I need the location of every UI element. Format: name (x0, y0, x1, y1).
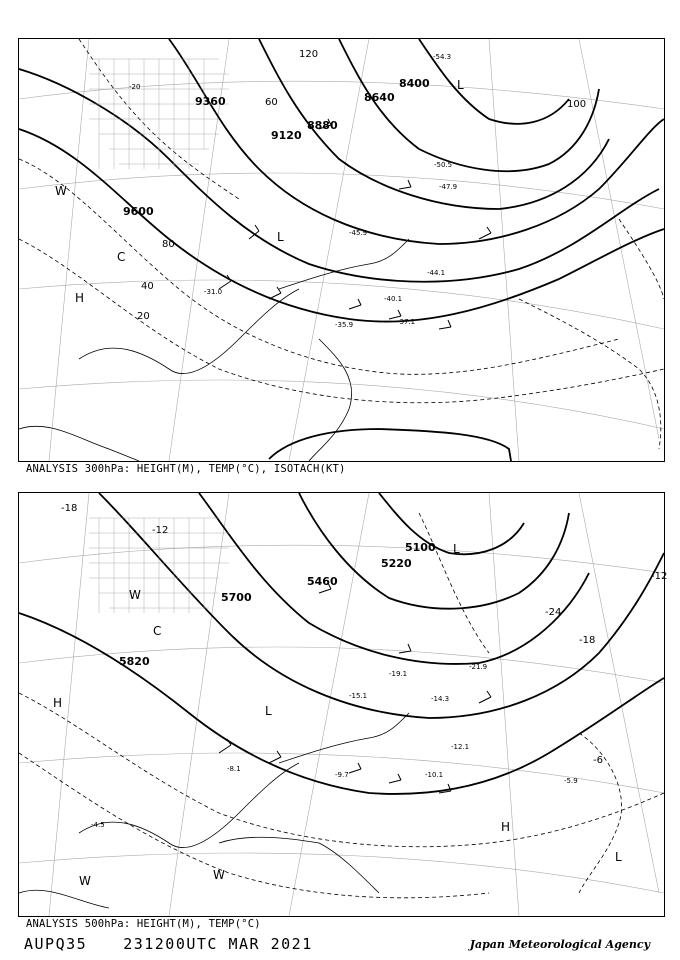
isotherm-label: -12 (651, 571, 668, 582)
map-panel-300hpa (18, 38, 665, 462)
isotherm-label: -12 (152, 525, 169, 536)
isotach-label-60: 60 (265, 97, 278, 108)
chart-id-line (24, 935, 349, 953)
high-pressure-symbol: H (75, 291, 85, 305)
station-value: -19.1 (389, 670, 408, 678)
height-label-8640: 8640 (364, 91, 395, 104)
temp-label: -44.1 (427, 269, 446, 277)
height-label-5700: 5700 (221, 591, 252, 604)
isotherm-lines-500 (19, 513, 664, 898)
coastlines (19, 239, 409, 461)
temp-label: -50.5 (434, 161, 453, 169)
isotherm-label: -18 (61, 503, 78, 514)
isotherm-label: -24 (545, 607, 562, 618)
height-label-5460: 5460 (307, 575, 338, 588)
valid-time: 231200UTC MAR 2021 (123, 935, 313, 953)
warm-center-symbol: W (55, 184, 67, 198)
low-pressure-symbol: L (615, 850, 622, 864)
temp-label: -20 (129, 83, 141, 91)
map-300hpa-svg (19, 39, 664, 461)
temp-label: -37.1 (397, 318, 416, 326)
height-contours-500 (19, 493, 664, 794)
height-label-8400: 8400 (399, 77, 430, 90)
isotherm-label: -6 (593, 755, 603, 766)
caption-300hpa: ANALYSIS 300hPa: HEIGHT(M), TEMP(°C), ISOTACH(KT) (26, 463, 346, 475)
station-value: -15.1 (349, 692, 368, 700)
station-value: -10.1 (425, 771, 444, 779)
low-pressure-symbol: L (277, 230, 284, 244)
height-label-9600: 9600 (123, 205, 154, 218)
low-pressure-symbol: L (453, 542, 460, 556)
map-panel-500hpa (18, 492, 668, 917)
height-label-5820: 5820 (119, 655, 150, 668)
station-value: -5.9 (564, 777, 578, 785)
station-value: -4.5 (91, 821, 105, 829)
isotach-label-80: 80 (162, 239, 175, 250)
high-pressure-symbol: H (501, 820, 511, 834)
height-label-8880: 8880 (307, 119, 338, 132)
isotach-hatching (89, 59, 229, 169)
warm-center-symbol: W (213, 868, 225, 882)
low-pressure-symbol: L (457, 78, 464, 92)
cold-center-symbol: C (117, 250, 126, 264)
chart-id: AUPQ35 (24, 935, 88, 953)
height-label-5100: 5100 (405, 541, 436, 554)
temp-label: -31.0 (204, 288, 223, 296)
temp-label: -45.9 (349, 229, 368, 237)
isotherm-label: -18 (579, 635, 596, 646)
wind-barbs-500 (219, 583, 491, 793)
temp-label: -35.9 (335, 321, 354, 329)
temp-label: -47.9 (439, 183, 458, 191)
high-pressure-symbol: H (53, 696, 63, 710)
wind-barbs-300 (219, 119, 491, 329)
agency-name: Japan Meteorological Agency (469, 938, 650, 951)
station-value: -9.7 (335, 771, 349, 779)
cold-center-symbol: C (153, 624, 162, 638)
caption-500hpa: ANALYSIS 500hPa: HEIGHT(M), TEMP(°C) (26, 918, 261, 930)
isotach-label-20: 20 (137, 311, 150, 322)
height-label-9120: 9120 (271, 129, 302, 142)
map-500hpa-svg (19, 493, 668, 916)
low-pressure-symbol: L (265, 704, 272, 718)
height-label-9360: 9360 (195, 95, 226, 108)
station-value: -12.1 (451, 743, 470, 751)
isotach-label-120: 120 (299, 49, 319, 60)
temp-label: -54.3 (433, 53, 452, 61)
isotach-label-100: 100 (567, 99, 587, 110)
isotach-label-40: 40 (141, 281, 154, 292)
warm-center-symbol: W (79, 874, 91, 888)
station-value: -21.9 (469, 663, 488, 671)
warm-center-symbol: W (129, 588, 141, 602)
height-label-5220: 5220 (381, 557, 412, 570)
temp-label: -40.1 (384, 295, 403, 303)
station-value: -14.3 (431, 695, 450, 703)
station-value: -8.1 (227, 765, 241, 773)
